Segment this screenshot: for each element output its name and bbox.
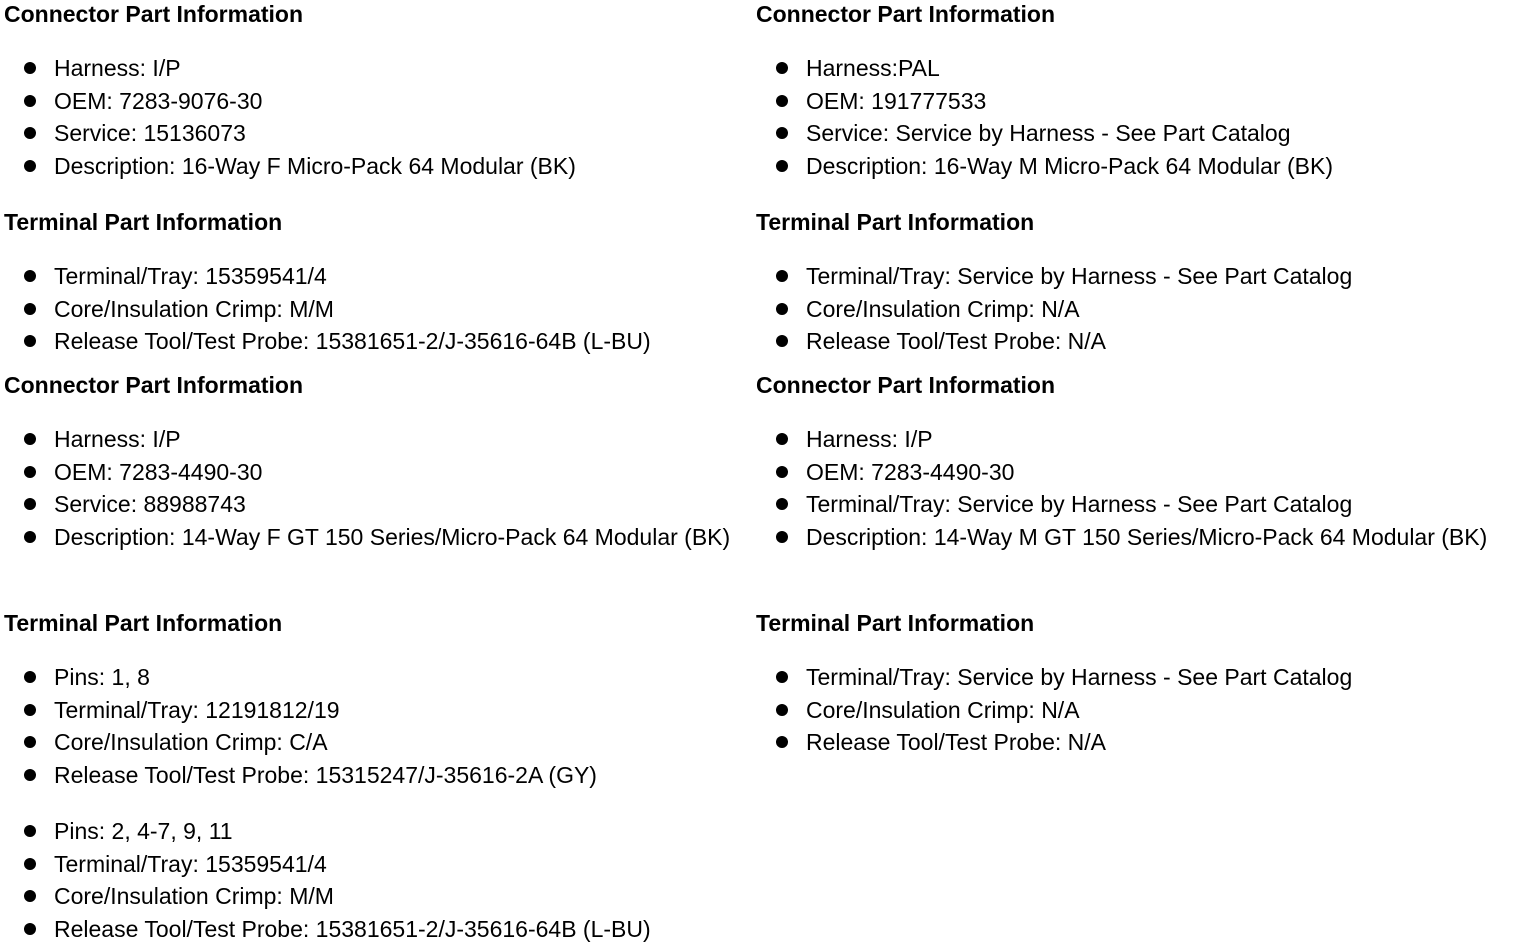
item-text: Release Tool/Test Probe: N/A <box>806 729 1107 756</box>
item-text: Description: 16-Way M Micro-Pack 64 Modular (BK) <box>806 153 1334 180</box>
item-text: Service: 88988743 <box>54 491 246 518</box>
item-text: Service: 15136073 <box>54 120 246 147</box>
item-text: Terminal/Tray: 15359541/4 <box>54 850 327 877</box>
item-text: Terminal/Tray: Service by Harness - See Part Catalog <box>806 664 1353 690</box>
item-text: Terminal/Tray: 12191812/19 <box>54 696 340 723</box>
item-list <box>756 261 1506 356</box>
item-list <box>756 53 1506 181</box>
terminal-info-right-1 <box>756 208 1506 359</box>
list-item <box>4 881 744 911</box>
item-text: Service: Service by Harness - See Part Catalog <box>806 120 1291 147</box>
bullet-icon <box>776 62 788 74</box>
list-item <box>4 118 744 148</box>
terminal-info-right-2 <box>756 609 1506 760</box>
bullet-icon <box>24 671 36 683</box>
list-item <box>4 695 744 725</box>
bullet-icon <box>776 736 788 748</box>
list-item <box>756 86 1506 116</box>
item-list <box>4 662 744 790</box>
item-text: Core/Insulation Crimp: M/M <box>54 883 334 910</box>
item-text: Release Tool/Test Probe: N/A <box>806 328 1107 355</box>
list-item <box>756 662 1506 692</box>
list-item <box>756 489 1506 519</box>
item-text: Terminal/Tray: 15359541/4 <box>54 263 327 289</box>
item-text: Core/Insulation Crimp: C/A <box>54 729 328 756</box>
bullet-icon <box>24 890 36 902</box>
bullet-icon <box>24 858 36 870</box>
list-item <box>4 760 744 790</box>
item-text: Core/Insulation Crimp: N/A <box>806 696 1080 723</box>
bullet-icon <box>776 466 788 478</box>
bullet-icon <box>776 704 788 716</box>
terminal-pin-group-left <box>4 816 744 947</box>
item-text: Terminal/Tray: Service by Harness - See Part Catalog <box>806 263 1353 289</box>
bullet-icon <box>24 466 36 478</box>
bullet-icon <box>776 160 788 172</box>
section-heading: Terminal Part Information <box>756 610 1035 636</box>
terminal-info-left-1 <box>4 208 744 359</box>
item-text: OEM: 7283-4490-30 <box>54 458 263 485</box>
bullet-icon <box>24 433 36 445</box>
connector-info-right-1 <box>756 0 1506 184</box>
item-list <box>4 816 744 944</box>
list-item <box>4 522 744 552</box>
item-text: Release Tool/Test Probe: 15381651-2/J-35616-64B (L-BU) <box>54 328 651 355</box>
section-heading: Connector Part Information <box>4 1 304 27</box>
item-text: Terminal/Tray: Service by Harness - See Part Catalog <box>806 491 1353 518</box>
bullet-icon <box>776 127 788 139</box>
section-heading: Terminal Part Information <box>4 209 283 235</box>
item-text: Pins: 1, 8 <box>54 664 150 690</box>
item-list <box>4 424 744 552</box>
list-item <box>4 816 744 846</box>
list-item <box>4 457 744 487</box>
list-item <box>756 457 1506 487</box>
terminal-info-left-2 <box>4 609 744 793</box>
item-text: Release Tool/Test Probe: 15381651-2/J-35616-64B (L-BU) <box>54 916 651 943</box>
item-text: Core/Insulation Crimp: M/M <box>54 295 334 322</box>
item-text: OEM: 7283-9076-30 <box>54 87 263 114</box>
item-list <box>756 662 1506 757</box>
list-item <box>756 53 1506 83</box>
bullet-icon <box>24 825 36 837</box>
bullet-icon <box>24 498 36 510</box>
bullet-icon <box>776 433 788 445</box>
list-item <box>4 326 744 356</box>
list-item <box>756 522 1506 552</box>
list-item <box>756 727 1506 757</box>
list-item <box>756 261 1506 291</box>
list-item <box>4 424 744 454</box>
item-text: Description: 16-Way F Micro-Pack 64 Modular (BK) <box>54 153 576 180</box>
item-text: Harness: I/P <box>54 55 181 81</box>
section-heading: Terminal Part Information <box>4 610 283 636</box>
list-item <box>756 326 1506 356</box>
bullet-icon <box>776 95 788 107</box>
item-text: Harness: I/P <box>806 426 933 452</box>
item-list <box>4 53 744 181</box>
section-heading: Connector Part Information <box>756 1 1056 27</box>
list-item <box>756 151 1506 181</box>
bullet-icon <box>776 270 788 282</box>
bullet-icon <box>776 498 788 510</box>
bullet-icon <box>24 95 36 107</box>
list-item <box>756 695 1506 725</box>
bullet-icon <box>24 62 36 74</box>
item-text: Description: 14-Way M GT 150 Series/Micro-Pack 64 Modular (BK) <box>806 524 1488 551</box>
connector-info-left-1 <box>4 0 744 184</box>
bullet-icon <box>24 303 36 315</box>
list-item <box>4 489 744 519</box>
list-item <box>4 294 744 324</box>
bullet-icon <box>24 923 36 935</box>
list-item <box>4 849 744 879</box>
list-item <box>756 294 1506 324</box>
bullet-icon <box>24 335 36 347</box>
bullet-icon <box>24 704 36 716</box>
bullet-icon <box>24 270 36 282</box>
bullet-icon <box>776 303 788 315</box>
item-text: OEM: 7283-4490-30 <box>806 458 1015 485</box>
bullet-icon <box>24 127 36 139</box>
connector-info-right-2 <box>756 371 1506 555</box>
list-item <box>4 53 744 83</box>
item-text: Description: 14-Way F GT 150 Series/Micro-Pack 64 Modular (BK) <box>54 524 731 551</box>
list-item <box>4 914 744 944</box>
list-item <box>4 261 744 291</box>
bullet-icon <box>24 769 36 781</box>
item-text: Harness:PAL <box>806 55 940 81</box>
item-list <box>756 424 1506 552</box>
list-item <box>4 86 744 116</box>
bullet-icon <box>24 531 36 543</box>
item-text: Release Tool/Test Probe: 15315247/J-35616-2A (GY) <box>54 762 597 789</box>
list-item <box>4 727 744 757</box>
item-text: Core/Insulation Crimp: N/A <box>806 295 1080 322</box>
list-item <box>4 151 744 181</box>
bullet-icon <box>776 531 788 543</box>
bullet-icon <box>776 335 788 347</box>
bullet-icon <box>776 671 788 683</box>
section-heading: Connector Part Information <box>756 372 1056 398</box>
item-text: OEM: 191777533 <box>806 87 987 114</box>
bullet-icon <box>24 736 36 748</box>
section-heading: Connector Part Information <box>4 372 304 398</box>
bullet-icon <box>24 160 36 172</box>
section-heading: Terminal Part Information <box>756 209 1035 235</box>
list-item <box>4 662 744 692</box>
list-item <box>756 424 1506 454</box>
list-item <box>756 118 1506 148</box>
connector-info-left-2 <box>4 371 744 555</box>
item-list <box>4 261 744 356</box>
item-text: Pins: 2, 4-7, 9, 11 <box>54 818 233 844</box>
item-text: Harness: I/P <box>54 426 181 452</box>
